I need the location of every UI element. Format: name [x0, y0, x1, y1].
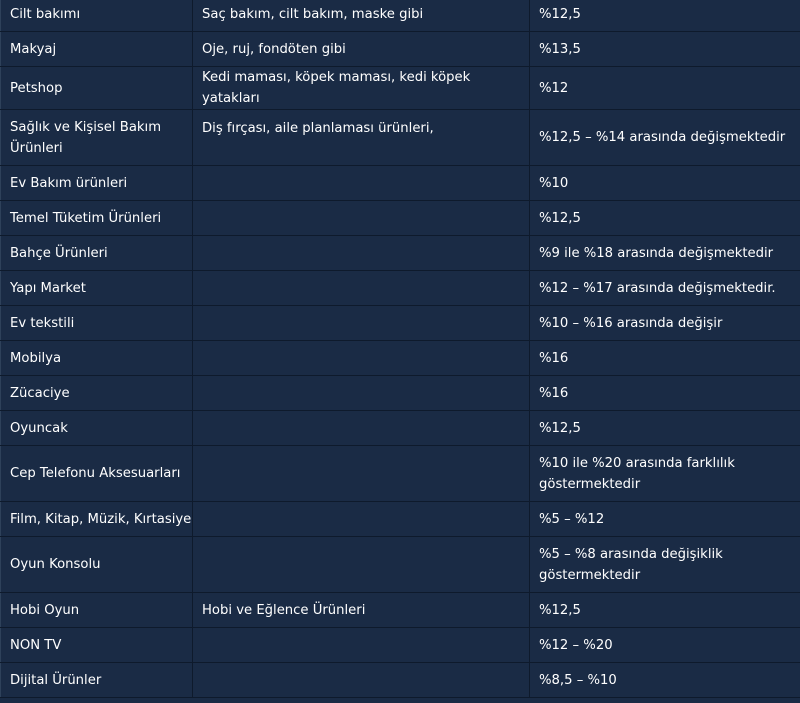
category-cell: Hobi Oyun — [1, 593, 193, 628]
category-cell: Ev Bakım ürünleri — [1, 166, 193, 201]
category-cell: Makyaj — [1, 32, 193, 67]
table-row — [1, 166, 800, 201]
table-row — [1, 411, 800, 446]
rate-cell: %10 — [530, 166, 800, 201]
table-row — [1, 201, 800, 236]
category-cell: Zücaciye — [1, 376, 193, 411]
category-cell: Petshop — [1, 67, 193, 110]
rate-cell: %5 – %8 arasında değişiklik göstermektedir — [530, 537, 800, 593]
table-row — [1, 502, 800, 537]
table-row — [1, 593, 800, 628]
examples-cell: Saç bakım, cilt bakım, maske gibi — [193, 0, 530, 32]
category-cell: Film, Kitap, Müzik, Kırtasiye — [1, 502, 193, 537]
table-row — [1, 537, 800, 593]
examples-cell: Diş fırçası, aile planlaması ürünleri, — [193, 110, 530, 166]
examples-cell — [193, 628, 530, 663]
table-row — [1, 67, 800, 110]
category-cell: NON TV — [1, 628, 193, 663]
examples-cell — [193, 201, 530, 236]
rate-cell: %12,5 — [530, 593, 800, 628]
examples-cell — [193, 411, 530, 446]
table-row — [1, 306, 800, 341]
table-row — [1, 663, 800, 698]
rate-cell: %10 – %16 arasında değişir — [530, 306, 800, 341]
examples-cell — [193, 663, 530, 698]
examples-cell — [193, 236, 530, 271]
rate-cell: %16 — [530, 341, 800, 376]
table-row — [1, 271, 800, 306]
examples-cell — [193, 502, 530, 537]
examples-cell: Hobi ve Eğlence Ürünleri — [193, 593, 530, 628]
rate-cell: %12 – %20 — [530, 628, 800, 663]
examples-cell — [193, 341, 530, 376]
table-row — [1, 236, 800, 271]
category-cell: Dijital Ürünler — [1, 663, 193, 698]
rate-cell: %5 – %12 — [530, 502, 800, 537]
category-cell: Yapı Market — [1, 271, 193, 306]
category-cell: Mobilya — [1, 341, 193, 376]
category-cell: Cep Telefonu Aksesuarları — [1, 446, 193, 502]
table-row — [1, 628, 800, 663]
table-row — [1, 446, 800, 502]
category-cell: Sağlık ve Kişisel Bakım Ürünleri — [1, 110, 193, 166]
table-row — [1, 376, 800, 411]
rate-cell: %12,5 – %14 arasında değişmektedir — [530, 110, 800, 166]
category-cell: Oyun Konsolu — [1, 537, 193, 593]
category-cell: Cilt bakımı — [1, 0, 193, 32]
category-cell: Oyuncak — [1, 411, 193, 446]
rate-cell: %8,5 – %10 — [530, 663, 800, 698]
examples-cell — [193, 376, 530, 411]
examples-cell — [193, 537, 530, 593]
rate-cell: %12 — [530, 67, 800, 110]
category-cell: Temel Tüketim Ürünleri — [1, 201, 193, 236]
examples-cell — [193, 271, 530, 306]
rate-cell: %16 — [530, 376, 800, 411]
table-row — [1, 0, 800, 32]
category-cell: Bahçe Ürünleri — [1, 236, 193, 271]
rate-cell: %13,5 — [530, 32, 800, 67]
rate-cell: %12,5 — [530, 0, 800, 32]
rate-cell: %10 ile %20 arasında farklılık göstermektedir — [530, 446, 800, 502]
examples-cell — [193, 446, 530, 502]
rate-cell: %9 ile %18 arasında değişmektedir — [530, 236, 800, 271]
examples-cell: Kedi maması, köpek maması, kedi köpek yatakları — [193, 67, 530, 110]
rate-cell: %12 – %17 arasında değişmektedir. — [530, 271, 800, 306]
examples-cell — [193, 306, 530, 341]
table-row — [1, 341, 800, 376]
table-row — [1, 32, 800, 67]
rate-cell: %12,5 — [530, 411, 800, 446]
table-row — [1, 110, 800, 166]
examples-cell — [193, 166, 530, 201]
examples-cell: Oje, ruj, fondöten gibi — [193, 32, 530, 67]
rate-cell: %12,5 — [530, 201, 800, 236]
category-cell: Ev tekstili — [1, 306, 193, 341]
